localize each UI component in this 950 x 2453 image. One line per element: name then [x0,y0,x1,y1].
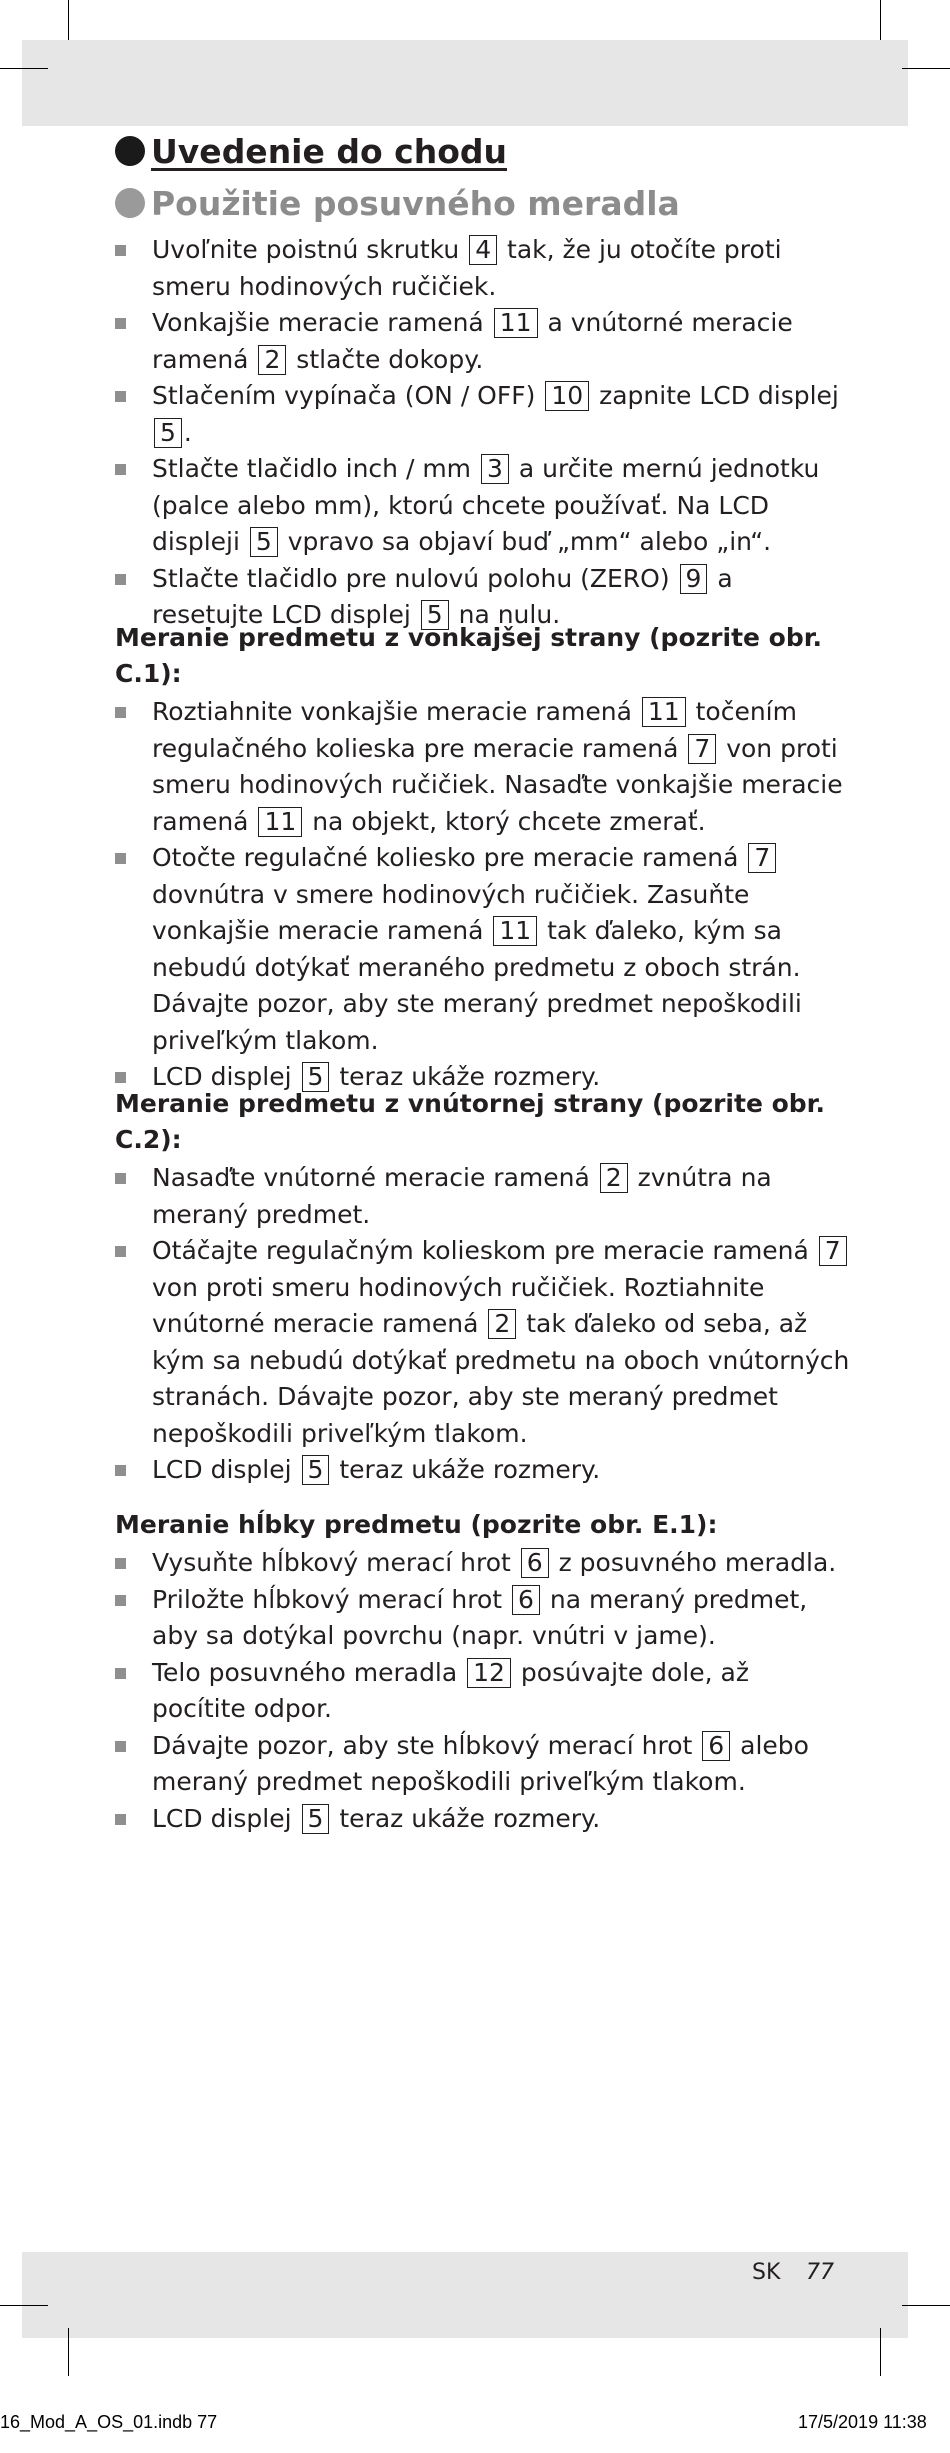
bullet-dot-icon [115,188,145,218]
list-item: Telo posuvného meradla 12 posúvajte dole, až pocítite odpor. [115,1655,850,1728]
crop-mark [68,2328,69,2376]
depth-measurement-section [115,1507,850,1837]
list-item: LCD displej 5 teraz ukáže rozmery. [115,1452,850,1489]
part-number-box: 5 [250,527,278,557]
part-number-box: 6 [512,1585,540,1615]
part-number-box: 11 [494,308,538,338]
part-number-box: 2 [600,1163,628,1193]
part-number-box: 5 [302,1804,330,1834]
list-item: Vonkajšie meracie ramená 11 a vnútorné meracie ramená 2 stlačte dokopy. [115,305,850,378]
part-number-box: 9 [680,564,708,594]
outer-measurement-list [115,694,850,1096]
part-number-box: 4 [469,235,497,265]
list-item: Stlačte tlačidlo pre nulovú polohu (ZERO) 9 a resetujte LCD displej 5 na nulu. [115,561,850,634]
list-item: Roztiahnite vonkajšie meracie ramená 11 točením regulačného kolieska pre meracie ramená 7 von proti smeru hodinových ručičiek. Nasaďte vonkajšie meracie ramená 11 na objekt, ktorý chcete zmerať. [115,694,850,840]
inner-measurement-list [115,1160,850,1489]
part-number-box: 5 [421,600,449,630]
crop-mark [880,2328,881,2376]
list-item: LCD displej 5 teraz ukáže rozmery. [115,1801,850,1838]
subsection-heading: Použitie posuvného meradla [115,181,680,227]
part-number-box: 10 [545,381,589,411]
part-number-box: 11 [642,697,686,727]
print-slug-file: 16_Mod_A_OS_01.indb 77 [0,2412,218,2432]
page-number: 77 [806,2260,834,2285]
list-item: Stlačením vypínača (ON / OFF) 10 zapnite LCD displej 5 . [115,378,850,451]
intro-steps [115,232,850,634]
list-item: Uvoľnite poistnú skrutku 4 tak, že ju otočíte proti smeru hodinových ručičiek. [115,232,850,305]
print-slug-date: 17/5/2019 11:38 [798,2412,927,2432]
part-number-box: 6 [702,1731,730,1761]
list-item: Vysuňte hĺbkový merací hrot 6 z posuvného meradla. [115,1545,850,1582]
crop-mark [0,68,48,69]
part-number-box: 2 [488,1309,516,1339]
depth-measurement-list [115,1545,850,1837]
list-item: Dávajte pozor, aby ste hĺbkový merací hrot 6 alebo meraný predmet nepoškodili priveľkým tlakom. [115,1728,850,1801]
header-band [22,40,908,126]
part-number-box: 2 [258,345,286,375]
part-number-box: 5 [302,1062,330,1092]
part-number-box: 11 [493,916,537,946]
list-item: Otáčajte regulačným kolieskom pre meracie ramená 7 von proti smeru hodinových ručičiek. Roztiahnite vnútorné meracie ramená 2 tak ďaleko od seba, až kým sa nebudú dotýkať predmetu na oboch vnútorných stranách. Dávajte pozor, aby ste meraný predmet nepoškodili priveľkým tlakom. [115,1233,850,1452]
part-number-box: 7 [819,1236,847,1266]
crop-mark [902,68,950,69]
intro-list [115,232,850,634]
list-item: Nasaďte vnútorné meracie ramená 2 zvnútra na meraný predmet. [115,1160,850,1233]
part-number-box: 7 [748,843,776,873]
section-heading: Uvedenie do chodu [115,129,507,175]
section-subheading: Meranie predmetu z vonkajšej strany (pozrite obr. C.1): [115,623,823,688]
section-subheading: Meranie hĺbky predmetu (pozrite obr. E.1): [115,1510,718,1539]
list-item: LCD displej 5 teraz ukáže rozmery. [115,1059,850,1096]
part-number-box: 5 [154,418,182,448]
part-number-box: 12 [467,1658,511,1688]
bullet-dot-icon [115,136,145,166]
crop-mark [68,0,69,40]
part-number-box: 7 [688,734,716,764]
part-number-box: 11 [258,807,302,837]
part-number-box: 3 [481,454,509,484]
outer-measurement-section [115,620,850,1096]
list-item: Stlačte tlačidlo inch / mm 3 a určite mernú jednotku (palce alebo mm), ktorú chcete používať. Na LCD displeji 5 vpravo sa objaví buď „mm“ alebo „in“. [115,451,850,561]
part-number-box: 6 [521,1548,549,1578]
crop-mark [880,0,881,40]
footer-language: SK [752,2260,781,2285]
crop-mark [0,2305,48,2306]
list-item: Otočte regulačné koliesko pre meracie ramená 7 dovnútra v smere hodinových ručičiek. Zasuňte vonkajšie meracie ramená 11 tak ďaleko, kým sa nebudú dotýkať meraného predmetu z oboch strán. Dávajte pozor, aby ste meraný predmet nepoškodili priveľkým tlakom. [115,840,850,1059]
inner-measurement-section [115,1086,850,1489]
section-subheading: Meranie predmetu z vnútornej strany (pozrite obr. C.2): [115,1089,825,1154]
crop-mark [902,2305,950,2306]
part-number-box: 5 [302,1455,330,1485]
list-item: Priložte hĺbkový merací hrot 6 na meraný predmet, aby sa dotýkal povrchu (napr. vnútri v jame). [115,1582,850,1655]
